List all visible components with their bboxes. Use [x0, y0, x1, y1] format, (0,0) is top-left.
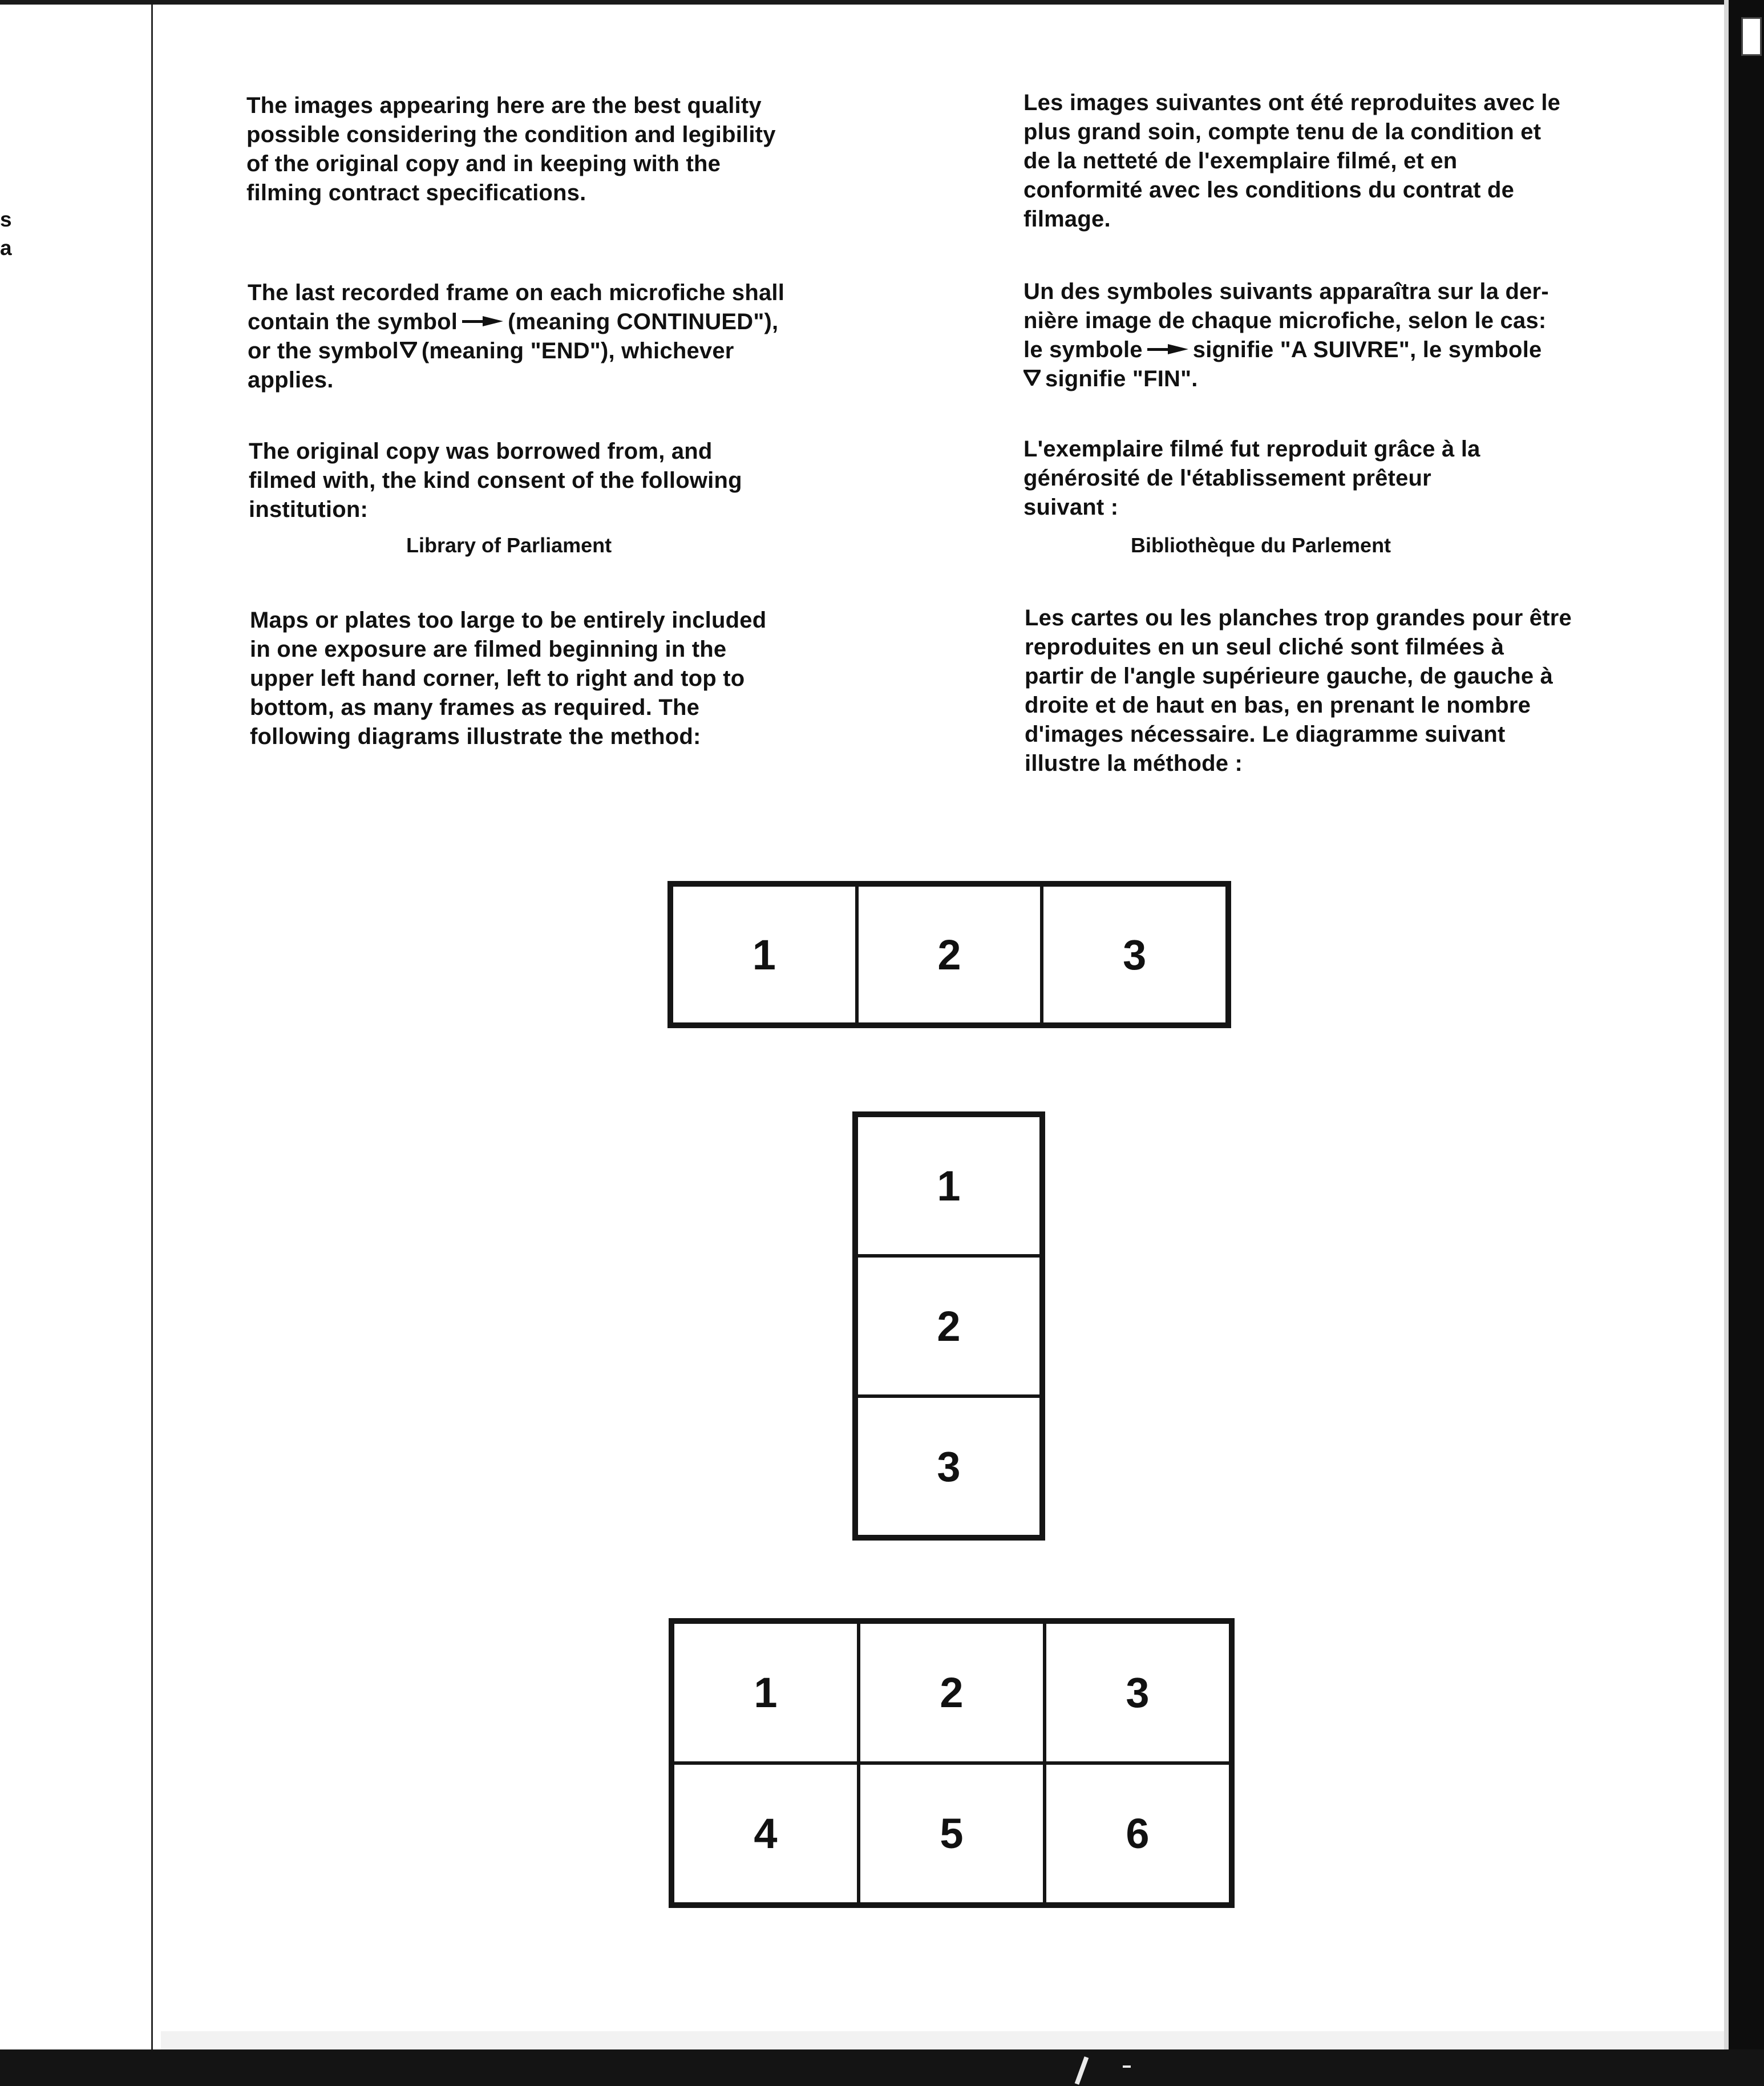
text-line: The last recorded frame on each microfiche shall: [248, 280, 785, 305]
text-line: conformité avec les conditions du contrat de: [1023, 177, 1515, 203]
text-line: bottom, as many frames as required. The: [250, 695, 700, 720]
english-symbols-paragraph: [248, 278, 784, 395]
text-line: partir de l'angle supérieure gauche, de gauche à: [1025, 664, 1553, 689]
text-line: suivant :: [1023, 495, 1119, 520]
text-line: [248, 337, 784, 366]
text-span: (meaning "END"), whichever: [421, 338, 734, 363]
text-line: Un des symboles suivants apparaîtra sur la der-: [1023, 279, 1549, 304]
text-line: in one exposure are filmed beginning in the: [250, 637, 727, 662]
english-institution-name: Library of Parliament: [406, 533, 612, 557]
text-line: [1023, 335, 1549, 365]
text-line: générosité de l'établissement prêteur: [1023, 466, 1431, 491]
end-triangle-icon: [400, 342, 417, 358]
french-maps-paragraph: [1025, 604, 1572, 778]
text-line: of the original copy and in keeping with the: [246, 151, 721, 176]
text-span: (meaning CONTINUED"),: [508, 309, 779, 334]
fragment-line: a: [0, 236, 12, 260]
text-line: de la netteté de l'exemplaire filmé, et en: [1023, 148, 1458, 173]
text-line: d'images nécessaire. Le diagramme suivant: [1025, 722, 1506, 747]
text-line: The images appearing here are the best quality: [246, 93, 762, 118]
text-line: applies.: [248, 367, 334, 393]
french-institution-name: Bibliothèque du Parlement: [1131, 533, 1391, 557]
grid-frame-diagram: [669, 1618, 1235, 1908]
fragment-line: s: [0, 208, 12, 231]
frame-cell: 2: [859, 1622, 1045, 1763]
text-line: illustre la méthode :: [1025, 751, 1243, 776]
text-line: filming contract specifications.: [246, 180, 586, 205]
french-borrowed-paragraph: [1023, 435, 1480, 522]
french-symbols-paragraph: [1023, 277, 1549, 394]
text-line: [248, 308, 784, 337]
frame-cell: 1: [671, 885, 857, 1024]
frame-cell: 3: [856, 1396, 1041, 1537]
text-line: reproduites en un seul cliché sont filmées à: [1025, 634, 1504, 660]
text-line: [1023, 365, 1549, 394]
text-line: following diagrams illustrate the method:: [250, 724, 701, 749]
text-line: possible considering the condition and legibility: [246, 122, 776, 147]
frame-cell: 6: [1045, 1763, 1231, 1904]
frame-cell: 2: [856, 1256, 1041, 1396]
text-span: signifie "FIN".: [1045, 366, 1198, 391]
scan-artifact-dash: [1123, 2065, 1131, 2068]
suivre-arrow-icon: [1147, 343, 1188, 355]
frame-cell: 5: [859, 1763, 1045, 1904]
text-line: nière image de chaque microfiche, selon le cas:: [1023, 308, 1547, 333]
text-line: Maps or plates too large to be entirely included: [250, 608, 767, 633]
text-line: plus grand soin, compte tenu de la condition et: [1023, 119, 1542, 144]
text-line: institution:: [249, 497, 369, 522]
text-span: signifie "A SUIVRE", le symbole: [1192, 337, 1542, 362]
text-span: le symbole: [1023, 337, 1143, 362]
previous-page-text-fragment: [0, 205, 12, 262]
frame-cell: 3: [1045, 1622, 1231, 1763]
text-line: The original copy was borrowed from, and: [249, 439, 713, 464]
text-line: Les cartes ou les planches trop grandes pour être: [1025, 605, 1572, 630]
frame-cell: 4: [673, 1763, 859, 1904]
text-line: upper left hand corner, left to right and top to: [250, 666, 745, 691]
english-maps-paragraph: [250, 606, 766, 751]
bottom-scan-edge: [0, 2049, 1764, 2086]
text-line: filmage.: [1023, 207, 1111, 232]
text-line: droite et de haut en bas, en prenant le nombre: [1025, 693, 1531, 718]
top-scan-edge: [0, 0, 1764, 5]
fin-triangle-icon: [1023, 370, 1041, 386]
frame-cell: 1: [673, 1622, 859, 1763]
right-scan-edge: [1729, 0, 1764, 2086]
english-quality-paragraph: [246, 91, 776, 208]
frame-cell: 3: [1042, 885, 1227, 1024]
text-line: L'exemplaire filmé fut reproduit grâce à la: [1023, 436, 1480, 462]
text-line: filmed with, the kind consent of the following: [249, 468, 742, 493]
text-line: Les images suivantes ont été reproduites avec le: [1023, 90, 1561, 115]
frame-cell: 2: [857, 885, 1042, 1024]
vertical-frame-diagram: [852, 1111, 1045, 1541]
text-span: or the symbol: [248, 338, 399, 363]
text-span: contain the symbol: [248, 309, 458, 334]
continued-arrow-icon: [462, 316, 503, 327]
english-borrowed-paragraph: [249, 437, 742, 524]
french-quality-paragraph: [1023, 88, 1560, 234]
right-edge-notch: [1741, 17, 1762, 56]
left-page-margin: [0, 0, 153, 2086]
horizontal-frame-diagram: [667, 881, 1231, 1028]
frame-cell: 1: [856, 1115, 1041, 1256]
